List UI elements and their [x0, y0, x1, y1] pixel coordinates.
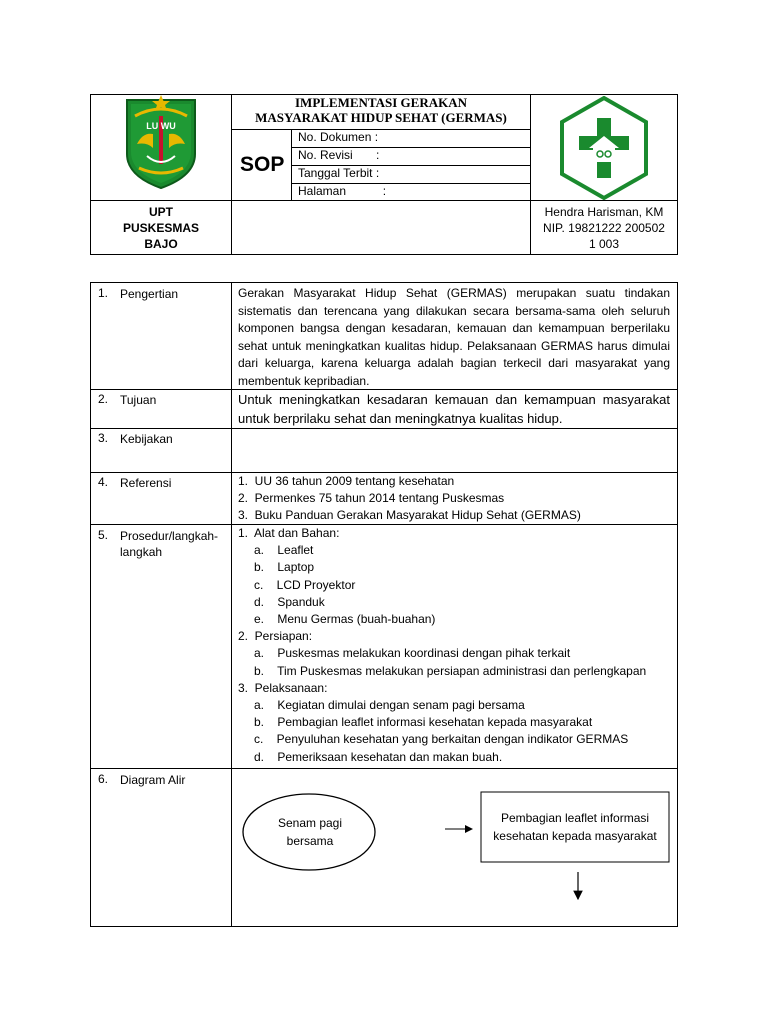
- list-item: 3. Pelaksanaan:: [238, 680, 328, 695]
- list-item: b. Laptop: [254, 560, 315, 575]
- row-label-pengertian: Pengertian: [120, 287, 179, 301]
- unit-line-2: PUSKESMAS: [122, 221, 199, 235]
- row-number: 3.: [98, 431, 109, 445]
- row-number: 2.: [98, 392, 109, 406]
- tanggal-terbit-field: Tanggal Terbit :: [298, 166, 380, 180]
- flow-node-1-label: [250, 814, 370, 850]
- prosedur-label-2: langkah: [120, 545, 163, 559]
- flow-node-2-line-1: Pembagian leaflet informasi: [500, 811, 650, 825]
- sop-label: SOP: [240, 153, 285, 176]
- row-label-prosedur: [120, 528, 218, 560]
- flow-node-2-label: [481, 809, 669, 845]
- list-item: b. Pembagian leaflet informasi kesehatan kepada masyarakat: [254, 715, 593, 730]
- list-item: 1. UU 36 tahun 2009 tentang kesehatan: [238, 474, 455, 488]
- emblem-lettering: LU WU: [146, 121, 176, 131]
- pengertian-text: Gerakan Masyarakat Hidup Sehat (GERMAS) merupakan suatu tindakan sistematis dan terencana yang dilakukan secara bersama-sama oleh seluruh komponen bangsa dengan kesadaran, kemauan dan kemampuan berperilaku sehat untuk meningkatkan kualitas hidup. Pelaksanaan GERMAS harus dimulai dari keluarga, karena keluarga adalah bagian terkecil dari masyarakat yang membentuk kepribadian.: [238, 286, 670, 388]
- flow-node-1-line-1: Senam pagi: [277, 816, 343, 830]
- prosedur-label-1: Prosedur/langkah-: [120, 529, 219, 543]
- row-number: 4.: [98, 475, 109, 489]
- halaman-field: Halaman :: [298, 184, 387, 198]
- row-label-tujuan: Tujuan: [120, 393, 157, 407]
- list-item: d. Pemeriksaan kesehatan dan makan buah.: [254, 749, 503, 764]
- unit-name: [91, 204, 231, 252]
- list-item: c. LCD Proyektor: [254, 577, 356, 592]
- list-item: a. Puskesmas melakukan koordinasi dengan pihak terkait: [254, 646, 571, 661]
- no-dokumen-field: No. Dokumen :: [298, 130, 379, 144]
- referensi-list: [238, 473, 581, 525]
- list-item: a. Kegiatan dimulai dengan senam pagi bersama: [254, 698, 525, 713]
- signer-name: Hendra Harisman, KM: [544, 205, 664, 219]
- row-label-referensi: Referensi: [120, 476, 172, 490]
- list-item: 2. Persiapan:: [238, 629, 313, 644]
- unit-line-3: BAJO: [144, 237, 178, 251]
- signer-nip-2: 1 003: [588, 237, 620, 251]
- list-item: 2. Permenkes 75 tahun 2014 tentang Puskesmas: [238, 491, 505, 506]
- no-revisi-field: No. Revisi :: [298, 148, 380, 162]
- title-line-2: MASYARAKAT HIDUP SEHAT (GERMAS): [255, 110, 507, 125]
- list-item: 3. Buku Panduan Gerakan Masyarakat Hidup Sehat (GERMAS): [238, 508, 581, 523]
- row-number: 5.: [98, 528, 109, 542]
- row-label-kebijakan: Kebijakan: [120, 432, 173, 446]
- row-number: 1.: [98, 286, 109, 300]
- luwu-emblem-icon: [123, 94, 199, 190]
- flow-node-1-line-2: bersama: [286, 834, 334, 848]
- flow-node-2-line-2: kesehatan kepada masyarakat: [493, 829, 657, 843]
- signer-nip-1: NIP. 19821222 200502: [543, 221, 665, 235]
- list-item: b. Tim Puskesmas melakukan persiapan administrasi dan perlengkapan: [254, 663, 647, 678]
- title-line-1: IMPLEMENTASI GERAKAN: [294, 95, 468, 110]
- list-item: d. Spanduk: [254, 594, 325, 609]
- list-item: c. Penyuluhan kesehatan yang berkaitan dengan indikator GERMAS: [254, 732, 629, 747]
- prosedur-list: [238, 525, 646, 766]
- signer-block: [531, 204, 677, 252]
- row-number: 6.: [98, 772, 109, 786]
- list-item: e. Menu Germas (buah-buahan): [254, 612, 436, 627]
- unit-line-1: UPT: [149, 205, 173, 219]
- list-item: a. Leaflet: [254, 543, 314, 558]
- document-title: [232, 95, 530, 125]
- tujuan-text: Untuk meningkatkan kesadaran kemauan dan kemampuan masyarakat untuk berprilaku sehat dan meningkatnya kualitas hidup.: [238, 392, 670, 426]
- puskesmas-logo-icon: [559, 96, 649, 200]
- row-label-diagram: Diagram Alir: [120, 773, 186, 787]
- list-item: 1. Alat dan Bahan:: [238, 526, 340, 540]
